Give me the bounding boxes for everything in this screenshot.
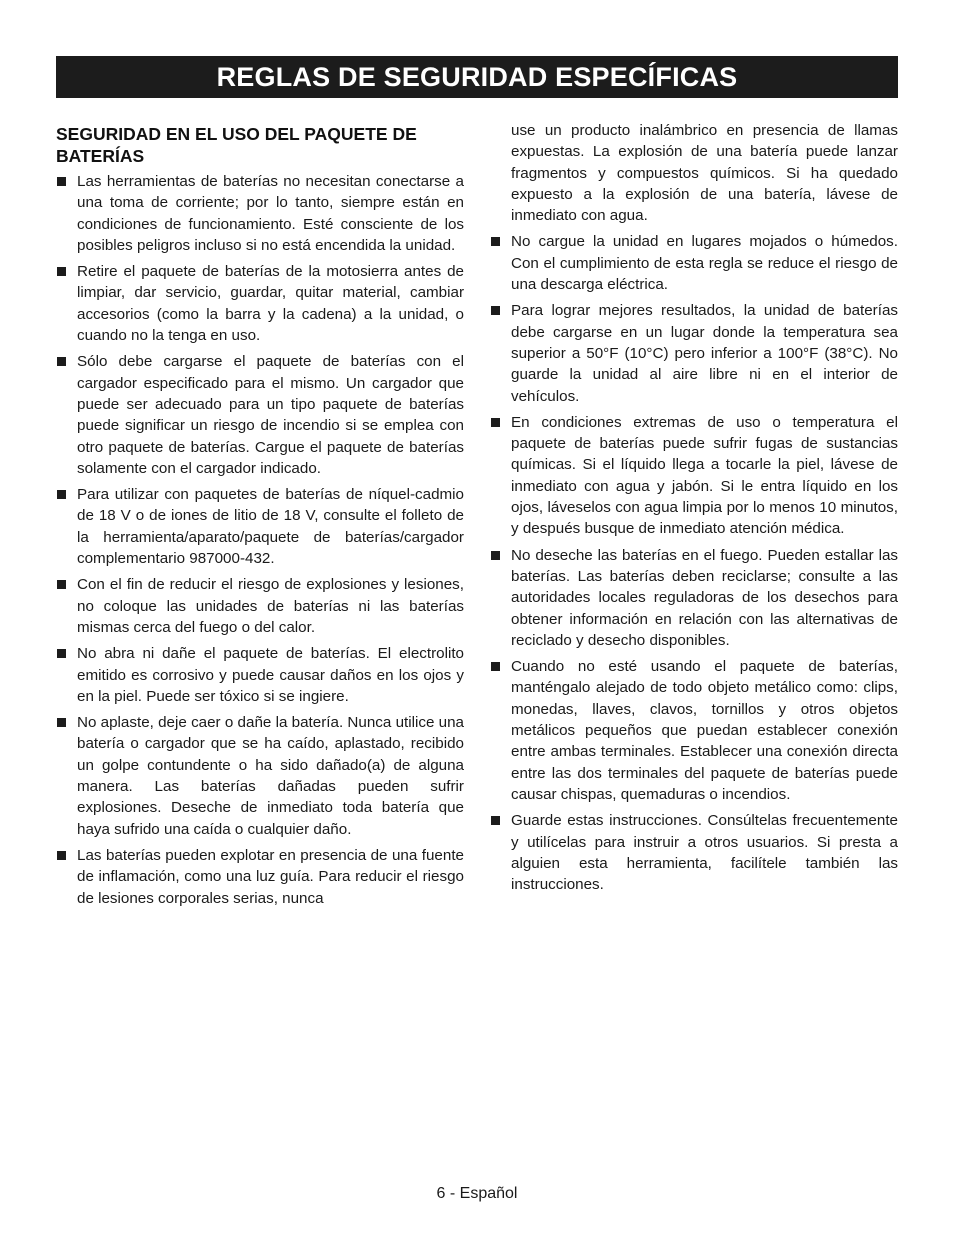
list-item-text: No aplaste, deje caer o dañe la batería. Nunca utilice una batería o cargador que se ha caído, aplastado, recibido un golpe contundente o ha sido dañado(a) de alguna manera. Las baterías dañadas pueden sufrir explosiones. Deseche de inmediato toda batería que haya sufrido una caída o cualquier daño. — [77, 714, 464, 838]
page-footer — [0, 1185, 954, 1203]
square-bullet-icon — [57, 177, 66, 186]
square-bullet-icon — [491, 306, 500, 315]
square-bullet-icon — [491, 418, 500, 427]
square-bullet-icon — [57, 718, 66, 727]
square-bullet-icon — [57, 649, 66, 658]
square-bullet-icon — [491, 551, 500, 560]
list-item-text: No abra ni dañe el paquete de baterías. El electrolito emitido es corrosivo y puede causar daños en los ojos y en la piel. Puede ser tóxico si se ingiere. — [77, 645, 464, 705]
list-item-text: En condiciones extremas de uso o temperatura el paquete de baterías puede sufrir fugas de sustancias químicas. Si el líquido llega a tocarle la piel, lávese de inmediato con agua y jabón. Si le entra líquido en los ojos, láveselos con agua limpia por lo menos 10 minutos, y después busque de inmediato atención médica. — [511, 413, 898, 538]
list-item — [56, 845, 464, 909]
list-item-text: Para lograr mejores resultados, la unidad de baterías debe cargarse en un lugar donde la temperatura sea superior a 50°F (10°C) pero inferior a 100°F (38°C). No guarde la unidad al aire libre ni en el interior de vehículos. — [511, 302, 898, 405]
right-column — [490, 120, 898, 900]
list-item-text: Las herramientas de baterías no necesitan conectarse a una toma de corriente; por lo tanto, siempre están en condiciones de funcionamiento. Esté consciente de los posibles peligros incluso si no está encendida la unidad. — [77, 173, 464, 254]
left-bullet-list — [56, 171, 464, 909]
list-item-text: No deseche las baterías en el fuego. Pueden estallar las baterías. Las baterías deben reciclarse; consulte a las autoridades locales reguladoras de los desechos para obtener información en relación con las alternativas de reciclado y desecho disponibles. — [511, 546, 898, 649]
list-item — [490, 300, 898, 406]
square-bullet-icon — [57, 357, 66, 366]
list-item — [56, 261, 464, 346]
square-bullet-icon — [57, 490, 66, 499]
square-bullet-icon — [57, 580, 66, 589]
list-item — [490, 231, 898, 295]
list-item — [490, 656, 898, 805]
list-item — [490, 412, 898, 540]
list-item-text: Sólo debe cargarse el paquete de baterías con el cargador especificado para el mismo. Un cargador que puede ser adecuado para un tipo paquete de baterías puede significar un riesgo de incendio si se emplea con otro paquete de baterías. Cargue el paquete de baterías solamente con el cargador indicado. — [77, 353, 464, 477]
square-bullet-icon — [57, 267, 66, 276]
list-item-text: Retire el paquete de baterías de la motosierra antes de limpiar, dar servicio, guardar, quitar material, cambiar accesorios (como la barra y la cadena) a la unidad, o cuando no la tenga en uso. — [77, 263, 464, 345]
list-item-text: Cuando no esté usando el paquete de baterías, manténgalo alejado de todo objeto metálico como: clips, monedas, llaves, clavos, tornillos y otros objetos metálicos pequeños que puedan establecer conexión entre ambas terminales. Establecer una conexión directa entre las dos terminales del paquete de baterías puede causar chispas, quemaduras o incendios. — [511, 658, 898, 803]
page-number: 6 - Español — [436, 1185, 518, 1202]
list-item-text: Con el fin de reducir el riesgo de explosiones y lesiones, no coloque las unidades de baterías ni las baterías mismas cerca del fuego o del calor. — [77, 576, 464, 636]
list-item — [56, 351, 464, 479]
list-item-text: No cargue la unidad en lugares mojados o húmedos. Con el cumplimiento de esta regla se reduce el riesgo de una descarga eléctrica. — [511, 233, 898, 294]
list-item-text: Guarde estas instrucciones. Consúltelas frecuentemente y utilícelas para instruir a otros usuarios. Si presta a alguien esta herramienta, facilítele también las instrucciones. — [511, 812, 898, 894]
list-item — [56, 171, 464, 256]
page-banner — [56, 56, 898, 98]
list-item — [490, 545, 898, 651]
square-bullet-icon — [491, 662, 500, 671]
square-bullet-icon — [491, 237, 500, 246]
list-item-text: Para utilizar con paquetes de baterías de níquel-cadmio de 18 V o de iones de litio de 18 V, consulte el folleto de la herramienta/aparato/paquete de baterías/cargador complementario 987000-432. — [77, 486, 464, 568]
banner-title: REGLAS DE SEGURIDAD ESPECÍFICAS — [216, 61, 738, 92]
list-item — [56, 643, 464, 707]
section-heading: SEGURIDAD EN EL USO DEL PAQUETE DE BATERÍAS — [56, 124, 417, 166]
right-bullet-list — [490, 231, 898, 895]
continued-paragraph: use un producto inalámbrico en presencia de llamas expuestas. La explosión de una batería puede lanzar fragmentos y compuestos químicos. Si ha quedado expuesto a la explosión de una batería, lávese de inmediato con agua. — [511, 122, 898, 225]
list-item — [56, 712, 464, 840]
square-bullet-icon — [491, 816, 500, 825]
square-bullet-icon — [57, 851, 66, 860]
list-item — [490, 810, 898, 895]
list-item-text: Las baterías pueden explotar en presencia de una fuente de inflamación, como una luz guía. Para reducir el riesgo de lesiones corporales serias, nunca — [77, 846, 464, 907]
list-item — [56, 484, 464, 569]
list-item — [56, 574, 464, 638]
left-column — [56, 120, 464, 914]
